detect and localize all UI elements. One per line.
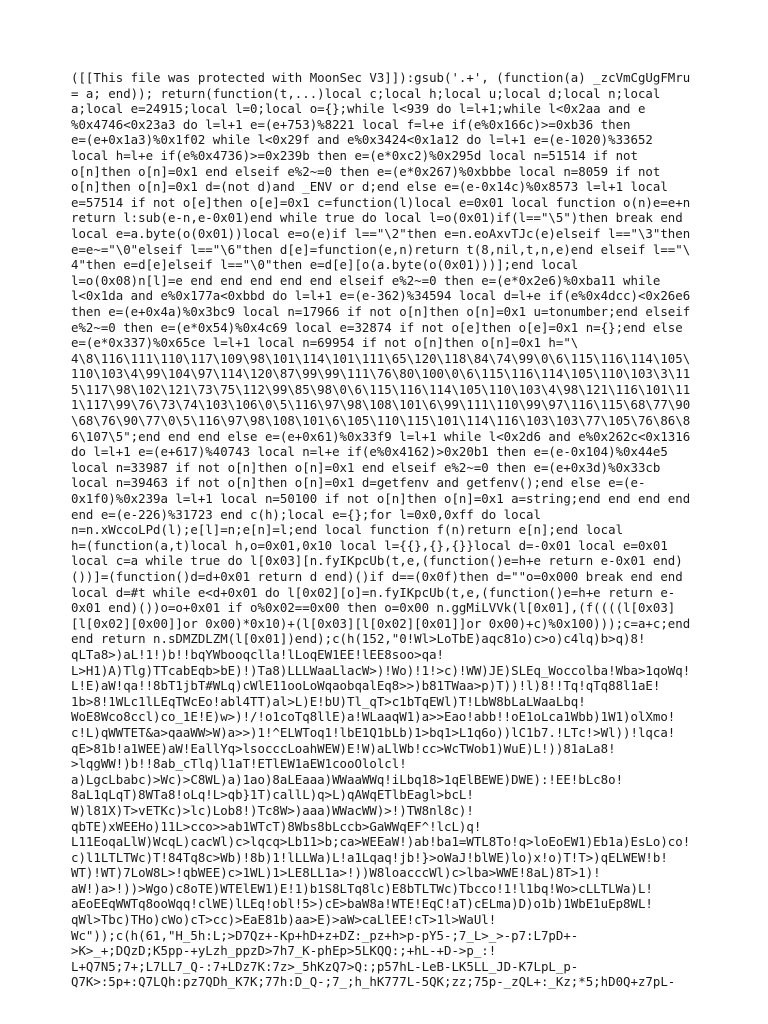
code-line: e=57514 if not o[e]then o[e]=0x1 c=function(l)local e=0x01 local function o(n)e=e+n bbox=[71, 194, 691, 210]
code-line: 0x1f0)%0x239a l=l+1 local n=50100 if not o[n]then o[n]=0x1 a=string;end end end end bbox=[71, 491, 691, 507]
code-line: a;local e=24915;local l=0;local o={};while l<939 do l=l+1;while l<0x2aa and e bbox=[71, 101, 646, 117]
code-line: 6\107\5";end end end else e=(e+0x61)%0x33f9 l=l+1 while l<0x2d6 and e%0x262c<0x1316 bbox=[71, 428, 691, 444]
code-line: aW!)a>!))>Wgo)c8oTE)WTElEW1)E!1)b1S8LTq8lc)E8bTLTWc)Tbcco!1!l1bq!Wo>cLLTLWa)L! bbox=[71, 880, 653, 896]
code-line: l=o(0x08)n[l]=e end end end end end elseif e%2~=0 then e=(e*0x2e6)%0xba11 while bbox=[71, 272, 661, 288]
code-line: qE>81b!a1WEE)aW!EallYq>lsocccLoahWEW)E!W)aLlWb!cc>WcTWob1)WuE)L!))81aLa8! bbox=[71, 740, 616, 756]
code-line: L11EoqaLlW)WcqL)cacWl)c>lqcq>Lb11>b;ca>WEEaW!)ab!ba1=WTL8To!q>loEoEW1)Eb1a)EsLo)co! bbox=[71, 834, 691, 850]
code-line: L>H1)A)Tlg)TTcabEqb>bE)!)Ta8)LLLWaaLlacW>)!Wo)!1!>c)!WW)JE)SLEq_Woccolba!Wba>1qoWq! bbox=[71, 662, 691, 678]
code-line: o[n]then o[n]=0x1 end elseif e%2~=0 then e=(e*0x267)%0xbbbe local n=8059 if not bbox=[71, 163, 661, 179]
code-line: 8aL1qLqT)8WTa8!oLq!L>qb}1T)callL)q>L)qAWqETlbEagl>bcL! bbox=[71, 787, 474, 803]
code-line: then e=(e+0x4a)%0x3bc9 local n=17966 if not o[n]then o[n]=0x1 u=tonumber;end elseif bbox=[71, 303, 691, 319]
code-line: WoE8Wco8ccl)co_1E!E)w>)!/!o1coTq8llE)a!WLaaqW1)a>>Eao!abb!!oE1oLca1Wbb)1W1)olXmo! bbox=[71, 709, 676, 725]
code-line: ([[This file was protected with MoonSec V3]]):gsub('.+', (function(a) _zcVmCgUgFMru bbox=[71, 70, 691, 85]
code-line: a)LgcLbabc)>Wc)>C8WL)a)1ao)8aLEaaa)WWaaWWq!iLbq18>1qElBEWE)DWE):!EE!bLc8o! bbox=[71, 771, 624, 787]
code-line: W)l81X)T>vETKc)>lc)Lob8!)Tc8W>)aaa)WWacWW)>!)TW8nl8c)! bbox=[71, 802, 474, 818]
code-line: WT)!WT)7LoW8L>!qbWEE)c>1WL)1>LE8LL1a>!))W8loacccWl)c>lba>WWE!8aL)8T>1)! bbox=[71, 865, 601, 881]
code-line: l<0x1da and e%0x177a<0xbbd do l=l+1 e=(e-362)%34594 local d=l+e if(e%0x4dcc)<0x26e6 bbox=[71, 288, 691, 304]
code-line: e=(e*0x337)%0x65ce l=l+1 local n=69954 if not o[n]then o[n]=0x1 h="\ bbox=[71, 335, 579, 351]
code-line: 0x01 end)())o=o+0x01 if o%0x02==0x00 then o=0x00 n.ggMiLVVk(l[0x01],(f((((l[0x03] bbox=[71, 600, 676, 616]
code-line: return l:sub(e-n,e-0x01)end while true do local l=o(0x01)if(l=="\5")then break end bbox=[71, 210, 683, 226]
code-line: [l[0x02][0x00]]or 0x00)*0x10)+(l[0x03][l[0x02][0x01]]or 0x00)+c)%0x100)));c=a+c;end bbox=[71, 615, 691, 631]
code-line: 1b>8!1WLc1lLEqTWcEo!abl4TT)al>L)E!bU)Tl_qT>c1bTqEWl)T!LbW8bLaLWaaLbq! bbox=[71, 693, 586, 709]
code-line: aEoEEqWWTq8ooWqq!clWE)lLEq!obl!5>)cE>baW8a!WTE!EqC!aT)cELma)D)o1b)1WbE1uEp8WL! bbox=[71, 896, 653, 912]
code-line: ())]=(function()d=d+0x01 return d end)()if d==(0x0f)then d=""o=0x000 break end end bbox=[71, 569, 683, 584]
code-line: h=(function(a,t)local h,o=0x01,0x10 local l={{},{},{}}local d=-0x01 local e=0x01 bbox=[71, 537, 668, 553]
code-line: 4"then e=d[e]elseif l=="\0"then e=d[e][o(a.byte(o(0x01)))];end local bbox=[71, 257, 579, 273]
code-line: local h=l+e if(e%0x4736)>=0x239b then e=(e*0xc2)%0x295d local n=51514 if not bbox=[71, 147, 638, 163]
code-line: e=e~="\0"elseif l=="\6"then d[e]=function(e,n)return t(8,nil,t,n,e)end elseif l=="\ bbox=[71, 241, 691, 257]
code-line: local d=#t while e<d+0x01 do l[0x02][o]=n.fyIKpcUb(t,e,(function()e=h+e return e- bbox=[71, 584, 676, 600]
code-line: do l=l+1 e=(e+617)%40743 local n=l+e if(e%0x4162)>0x20b1 then e=(e-0x104)%0x44e5 bbox=[71, 444, 668, 460]
code-line: = a; end)); return(function(t,...)local c;local h;local u;local d;local n;local bbox=[71, 85, 661, 101]
code-line: Wc"));c(h(61,"H_5h:L;>D7Qz+-Kp+hD+z+DZ:_pz+h>p-pY5-;7_L>_>-p7:L7pD+- bbox=[71, 927, 579, 943]
code-line: local n=39463 if not o[n]then o[n]=0x1 d=getfenv and getfenv();end else e=(e- bbox=[71, 475, 646, 491]
code-line: local c=a while true do l[0x03][n.fyIKpcUb(t,e,(function()e=h+e return e-0x01 end) bbox=[71, 553, 683, 569]
code-line: end return n.sDMZDLZM(l[0x01])end);c(h(152,"0!Wl>LoTbE)aqc81o)c>o)c4lq)b>q)8! bbox=[71, 631, 646, 647]
code-line: c)l1LTLTWc)T!84Tq8c>Wb)!8b)1!lLLWa)L!a1Lqaq!jb!}>oWaJ!blWE)lo)x!o)T!T>)qELWEW!b! bbox=[71, 849, 668, 865]
code-line: e%2~=0 then e=(e*0x54)%0x4c69 local e=32874 if not o[e]then o[e]=0x1 n={};end else bbox=[71, 319, 683, 335]
code-line: e=(e+0x1a3)%0x1f02 while l<0x29f and e%0x3424<0x1a12 do l=l+1 e=(e-1020)%33652 bbox=[71, 132, 653, 148]
code-line: \68\76\90\77\0\5\116\97\98\108\101\6\105\110\115\101\114\116\103\103\77\105\76\86\8 bbox=[71, 413, 691, 429]
code-line: 5\117\98\102\121\73\75\112\99\85\98\0\6\115\116\114\105\110\103\4\98\121\116\101\11 bbox=[71, 381, 691, 397]
code-line: end e=(e-226)%31723 end c(h);local e={};for l=0x0,0xff do local bbox=[71, 506, 541, 522]
code-line: local n=33987 if not o[n]then o[n]=0x1 end elseif e%2~=0 then e=(e+0x3d)%0x33cb bbox=[71, 459, 661, 475]
code-line: qWl>Tbc)THo)cWo)cT>cc)>EaE81b)aa>E)>aW>caLlEE!cT>1l>WaUl! bbox=[71, 912, 497, 928]
code-line: c!L)qWWTET&a>qaaWW>W)a>>)1!^ELWToq1!lbE1Q1bLb)1>bq1>L1q6o))lC1b7.!LTc!>Wl))!lqca! bbox=[71, 724, 676, 740]
code-line: local e=a.byte(o(0x01))local e=o(e)if l=="\2"then e=n.eoAxvTJc(e)elseif l=="\3"then bbox=[71, 225, 691, 241]
code-line: Q7K>:5p+:Q7LQh:pz7QDh_K7K;77h:D_Q-;7_;h_hK777L-5QK;zz;75p-_zQL+:_Kz;*5;hD0Q+z7pL- bbox=[71, 974, 676, 990]
code-line: >K>_+;DQzD;K5pp-+yLzh_ppzD>7h7_K-phEp>5LKQQ:;+hL-+D->p_:! bbox=[71, 943, 497, 959]
code-line: 110\103\4\99\104\97\114\120\87\99\99\111\76\80\100\0\6\115\116\114\105\110\103\3\11 bbox=[71, 366, 691, 382]
code-line: o[n]then o[n]=0x1 d=(not d)and _ENV or d;end else e=(e-0x14c)%0x8573 l=l+1 local bbox=[71, 179, 668, 195]
obfuscated-lua-code bbox=[71, 70, 711, 990]
code-line: qLTa8>)aL!1!)b!!bqYWbooqclla!lLoqEW1EE!lEE8soo>qa! bbox=[71, 646, 444, 662]
code-line: qbTE)xWEEHo)11L>cco>>ab1WTcT)8Wbs8bLccb>GaWWqEF^!lcL)q! bbox=[71, 818, 482, 834]
code-line: >lqgWW!)b!!8ab_cTlq)l1aT!ETlEW1aEW1cooOlolcl! bbox=[71, 756, 407, 772]
code-line: n=n.xWccoLPd(l);e[l]=n;e[n]=l;end local function f(n)return e[n];end local bbox=[71, 522, 624, 538]
code-line: L!E)aW!qa!!8bT1jbT#WLq)cWlE11ooLoWqaobqalEq8>>)b81TWaa>p)T))!l)8!!Tq!qTq88l1aE! bbox=[71, 678, 661, 694]
code-line: 4\8\116\111\110\117\109\98\101\114\101\111\65\120\118\84\74\99\0\6\115\116\114\105\ bbox=[71, 350, 691, 366]
code-line: %0x4746<0x23a3 do l=l+1 e=(e+753)%8221 local f=l+e if(e%0x166c)>=0xb36 then bbox=[71, 116, 631, 132]
code-line: L+Q7N5;7+;L7LL7_Q-:7+LDz7K:7z>_5hKzQ7>Q:;p57hL-LeB-LK5LL_JD-K7LpL_p- bbox=[71, 958, 579, 974]
code-line: 1\117\99\76\73\74\103\106\0\5\116\97\98\108\101\6\99\111\110\99\97\116\115\68\77\90 bbox=[71, 397, 691, 413]
